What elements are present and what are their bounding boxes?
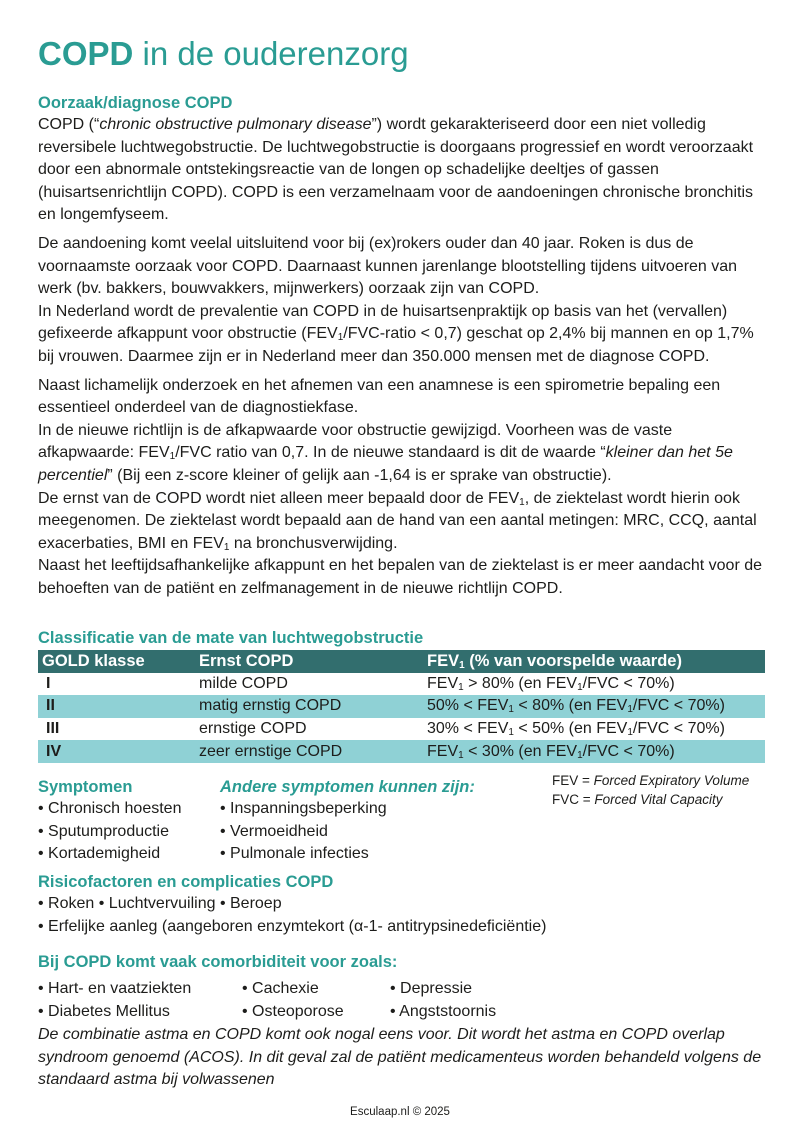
list-item: • Sputumproductie <box>38 822 170 840</box>
title-bold: COPD <box>38 35 134 72</box>
table-row: I milde COPD $FEV_1 > 80\%$ (en $FEV_1$/FVC < 70%) <box>46 674 675 693</box>
header-fev1: $FEV_1$ (% van voorspelde waarde) <box>423 650 765 673</box>
table-row: III ernstige COPD $30\% < FEV_1 < 50\%$ (en $FEV_1$/FVC < 70%) <box>46 720 725 739</box>
table-header-row <box>38 650 765 673</box>
list-item: • Pulmonale infecties <box>220 845 369 863</box>
symptoms-column <box>38 776 181 866</box>
list-item: • Depressie <box>390 980 473 997</box>
paragraph-diagnosis: Naast lichamelijk onderzoek en het afnemen van een anamnese is een spirometrie bepaling een essentieel onderdeel van de diagnostiekfase. In de nieuwe richtlijn is de afkapwaarde voor obstructie gewijzigd. Voorheen was de vaste afkapwaarde: $FEV_1$/FVC ratio van 0,7. In de nieuwe standaard is dit de waarde “kleiner dan het 5e percentiel” (Bij een z-score kleiner of gelijk aan -1,64 is er sprake van obstructie). De ernst van de COPD wordt niet alleen meer bepaald door de $FEV_1$, de ziektelast wordt hierin ook meegenomen. De ziektelast wordt bepaald aan de hand van een aantal metingen: MRC, CCQ, aantal exacerbaties, BMI en $FEV_1$ na bronchusverwijding. Naast het leeftijdsafhankelijke afkappunt en het bepalen van de ziektelast is er meer aandacht voor de behoeften van de patiënt en zelfmanagement in de nieuwe richtlijn COPD. <box>38 376 763 597</box>
comorbidity-list <box>38 978 765 1022</box>
closing-note: De combinatie astma en COPD komt ook nogal eens voor. Dit wordt het astma en COPD overlap syndroom genoemd (ACOS). In dit geval zal de patiënt medicamenteus worden behandeld volgens de standaard astma bij volwassenen <box>38 1026 762 1089</box>
abbreviations <box>552 771 749 809</box>
table-row: IV zeer ernstige COPD $FEV_1 < 30\%$ (en $FEV_1$/FVC < 70%) <box>38 740 765 763</box>
list-item: • Chronisch hoesten <box>38 800 182 817</box>
list-item: • Diabetes Mellitus <box>38 1002 170 1020</box>
comorbidity-column-3 <box>390 978 496 1023</box>
abbr-fev: FEV = Forced Expiratory Volume <box>552 773 750 788</box>
comorbidity-column-2 <box>242 978 344 1023</box>
list-item: • Osteoporose <box>242 1002 344 1020</box>
abbr-fvc: FVC = Forced Vital Capacity <box>552 792 723 807</box>
page-title <box>38 34 409 74</box>
paragraph-cause: De aandoening komt veelal uitsluitend voor bij (ex)rokers ouder dan 40 jaar. Roken is dus de voornaamste oorzaak voor COPD. Daarnaast kunnen jarenlange blootstelling tijdens uitvoeren van werk (bv. bakkers, bouwvakkers, mijnwerkers) oorzaak zijn van COPD. In Nederland wordt de prevalentie van COPD in de huisartsenpraktijk op basis van het (vervallen) gefixeerde afkappunt voor obstructie ($FEV_1/FVC$-ratio < 0,7) geschat op 2,4% bij mannen en op 1,7% bij vrouwen. Daarmee zijn er in Nederland meer dan 350.000 mensen met de diagnose COPD. <box>38 234 754 365</box>
list-item: • Angststoornis <box>390 1002 497 1020</box>
other-symptoms-column <box>220 776 475 866</box>
symptoms-section <box>38 773 765 868</box>
header-severity: Ernst COPD <box>195 650 423 673</box>
list-item: • Hart- en vaatziekten <box>38 980 192 997</box>
section-cause-diagnosis <box>38 92 765 606</box>
symptoms-heading: Symptomen <box>38 778 133 796</box>
risk-section <box>38 871 765 938</box>
list-item: • Vermoeidheid <box>220 822 328 840</box>
risk-heading: Risicofactoren en complicaties COPD <box>38 873 334 891</box>
footer-copyright: Esculaap.nl © 2025 <box>350 1106 450 1118</box>
risk-line-2: • Erfelijke aanleg (aangeboren enzymtekort (α-1- antitrypsinedeficiëntie) <box>38 917 547 935</box>
classification-heading: Classificatie van de mate van luchtwegobstructie <box>38 629 424 647</box>
title-rest: in de ouderenzorg <box>133 35 409 72</box>
list-item: • Kortademigheid <box>38 845 161 863</box>
paragraph-definition: COPD (“chronic obstructive pulmonary disease”) wordt gekarakteriseerd door een niet volledig reversibele luchtwegobstructie. De luchtwegobstructie is doorgaans progressief en wordt veroorzaakt door een abnormale ontstekingsreactie van de longen op schadelijke deeltjes of gassen (huisartsenrichtlijn COPD). COPD is een verzamelnaam voor de aandoeningen chronische bronchitis en longemfyseem. <box>38 116 754 224</box>
list-item: • Inspanningsbeperking <box>220 800 387 817</box>
section-heading-cause: Oorzaak/diagnose COPD <box>38 94 233 112</box>
other-symptoms-heading: Andere symptomen kunnen zijn: <box>220 778 475 796</box>
gold-classification-table <box>38 650 765 763</box>
header-gold-class: GOLD klasse <box>38 650 195 673</box>
comorbidity-column-1 <box>38 978 191 1023</box>
list-item: • Cachexie <box>242 980 319 997</box>
comorbidity-heading: Bij COPD komt vaak comorbiditeit voor zoals: <box>38 953 398 971</box>
table-row: II matig ernstig COPD $50\% < FEV_1 < 80\%$ (en $FEV_1$/FVC < 70%) <box>38 695 765 718</box>
risk-line-1: • Roken • Luchtvervuiling • Beroep <box>38 895 282 912</box>
